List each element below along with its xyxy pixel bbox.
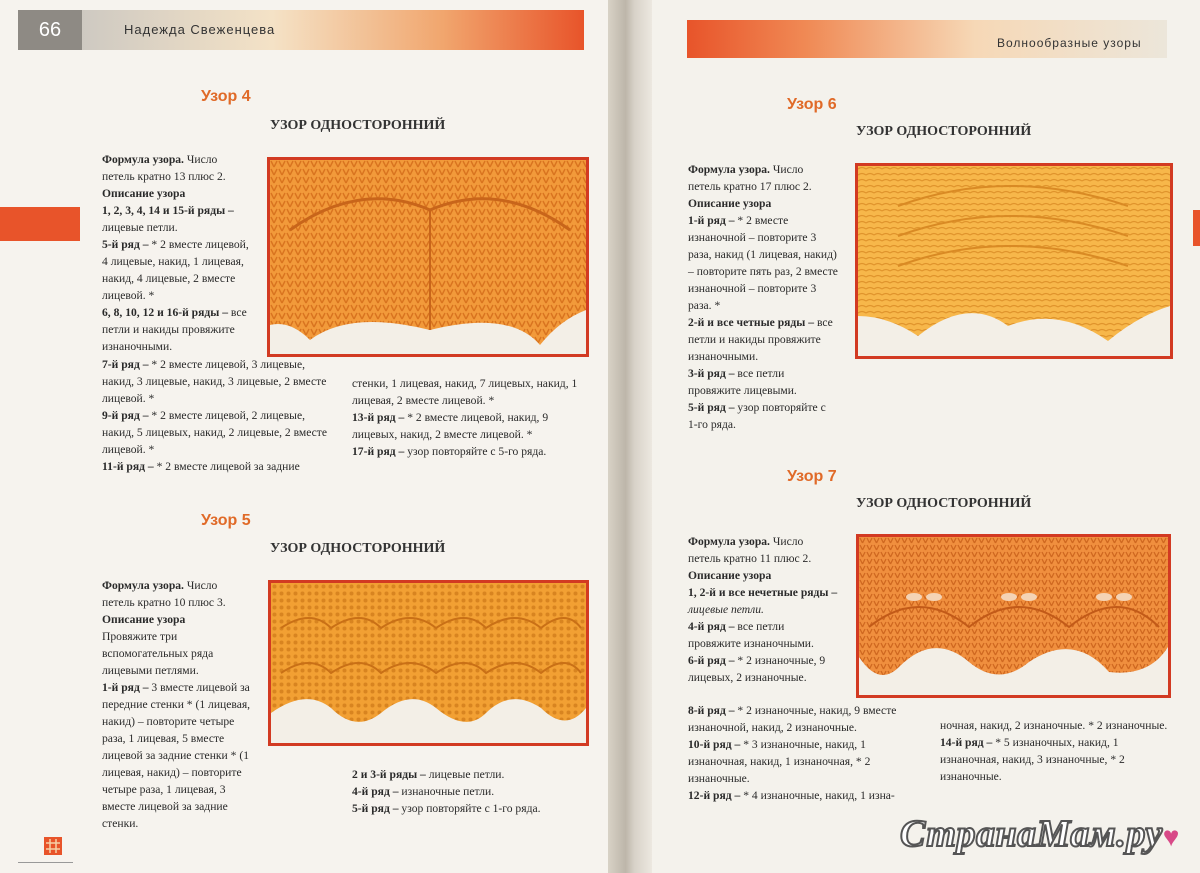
pattern4-r9-label: 9-й ряд – bbox=[102, 409, 149, 422]
pattern7-r14-label: 14-й ряд – bbox=[940, 736, 993, 749]
pattern4-r11: * 2 вместе лицевой за задние bbox=[153, 460, 300, 473]
pattern5-intro: Провяжите три вспомогательных ряда лицевыми петлями. bbox=[102, 630, 214, 677]
pattern4-title: Узор 4 bbox=[201, 88, 251, 105]
pattern7-r4-label: 4-й ряд – bbox=[688, 620, 735, 633]
pattern4-formula: Число петель кратно 13 плюс 2. bbox=[102, 153, 226, 183]
pattern6-r3: все петли провяжите лицевыми. bbox=[688, 367, 797, 397]
pattern5-r5: узор повторяйте с 1-го ряда. bbox=[398, 802, 541, 815]
pattern7-r4: все петли провяжите изнаночными. bbox=[688, 620, 814, 650]
watermark-suffix: .ру bbox=[1116, 813, 1163, 855]
pattern6-r1-label: 1-й ряд – bbox=[688, 214, 735, 227]
pattern6-title: Узор 6 bbox=[787, 96, 837, 113]
pattern5-formula-label: Формула узора. bbox=[102, 579, 184, 592]
pattern5-r1: 3 вместе лицевой за передние стенки * (1 лицевая, накид) – повторите четыре раза, 1 лицевая, 5 вместе лицевой за задние стенки * (1 лицевая, накид) – повторите четыре раза, 1 лицевая, 3 вместе лицевой за задние стенки. bbox=[102, 681, 251, 830]
knit-swatch-image bbox=[859, 537, 1168, 695]
pattern6-subtitle: УЗОР ОДНОСТОРОННИЙ bbox=[856, 124, 1032, 139]
pattern7-r1: лицевые петли. bbox=[688, 603, 764, 616]
pattern5-formula: Число петель кратно 10 плюс 3. bbox=[102, 579, 226, 609]
watermark-text-2: Мам bbox=[1036, 813, 1117, 855]
pattern7-text-a bbox=[688, 533, 838, 686]
pattern6-r3-label: 3-й ряд – bbox=[688, 367, 735, 380]
pattern7-text-c bbox=[940, 717, 1176, 785]
pattern5-text-a bbox=[102, 577, 252, 832]
knit-swatch-image bbox=[270, 160, 586, 354]
pattern4-r11-cont: стенки, 1 лицевая, накид, 7 лицевых, накид, 1 лицевая, 2 вместе лицевой. * bbox=[352, 377, 578, 407]
watermark-text: Страна bbox=[900, 813, 1037, 855]
pattern7-formula-label: Формула узора. bbox=[688, 535, 770, 548]
pattern7-r10: * 3 изнаночные, накид, 1 изнаночная, накид, 1 изнаночная, * 2 изнаночные. bbox=[688, 738, 871, 785]
pattern7-r12: * 4 изнаночные, накид, 1 изна- bbox=[740, 789, 895, 802]
pattern7-r8-label: 8-й ряд – bbox=[688, 704, 735, 717]
pattern4-r13: * 2 вместе лицевой, накид, 9 лицевых, накид, 2 вместе лицевой. * bbox=[352, 411, 549, 441]
author-name: Надежда Свеженцева bbox=[124, 22, 276, 37]
pattern6-desc-label: Описание узора bbox=[688, 197, 772, 210]
pattern5-swatch-photo bbox=[268, 580, 589, 746]
pattern5-r1-label: 1-й ряд – bbox=[102, 681, 149, 694]
pattern5-r2: лицевые петли. bbox=[425, 768, 505, 781]
pattern7-r6: * 2 изнаночные, 9 лицевых, 2 изнаночные. bbox=[688, 654, 826, 684]
pattern7-r8-cont: ночная, накид, 2 изнаночные. * 2 изнаночные. bbox=[940, 719, 1168, 732]
pattern4-text-c bbox=[352, 375, 588, 460]
pattern4-r7: * 2 вместе лицевой, 3 лицевые, накид, 3 лицевые, накид, 3 лицевые, 2 вместе лицевой. * bbox=[102, 358, 327, 405]
pattern5-r4: изнаночные петли. bbox=[398, 785, 495, 798]
pattern4-formula-label: Формула узора. bbox=[102, 153, 184, 166]
pattern6-formula-label: Формула узора. bbox=[688, 163, 770, 176]
pattern7-r12-label: 12-й ряд – bbox=[688, 789, 741, 802]
pattern6-formula: Число петель кратно 17 плюс 2. bbox=[688, 163, 812, 193]
pattern4-r1-label: 1, 2, 3, 4, 14 и 15-й ряды – bbox=[102, 204, 234, 217]
knit-swatch-image bbox=[271, 583, 586, 743]
pattern4-r13-label: 13-й ряд – bbox=[352, 411, 405, 424]
pattern4-text-a bbox=[102, 151, 252, 355]
pattern4-r5: * 2 вместе лицевой, 4 лицевые, накид, 1 лицевая, накид, 4 лицевые, 2 вместе лицевой. * bbox=[102, 238, 249, 302]
pattern6-r5: узор повторяйте с 1-го ряда. bbox=[688, 401, 826, 431]
pattern7-subtitle: УЗОР ОДНОСТОРОННИЙ bbox=[856, 496, 1032, 511]
pattern4-r17: узор повторяйте с 5-го ряда. bbox=[404, 445, 547, 458]
pattern4-text-b bbox=[102, 356, 334, 475]
chapter-title: Волнообразные узоры bbox=[997, 36, 1142, 50]
pattern7-swatch-photo bbox=[856, 534, 1171, 698]
pattern6-swatch-photo bbox=[855, 163, 1173, 359]
pattern4-r6-label: 6, 8, 10, 12 и 16-й ряды – bbox=[102, 306, 229, 319]
pattern5-desc-label: Описание узора bbox=[102, 613, 186, 626]
pattern5-text-b bbox=[352, 766, 588, 817]
pattern7-title: Узор 7 bbox=[787, 468, 837, 485]
pattern4-r17-label: 17-й ряд – bbox=[352, 445, 405, 458]
pattern7-formula: Число петель кратно 11 плюс 2. bbox=[688, 535, 812, 565]
site-watermark bbox=[900, 812, 1180, 856]
pattern6-r1: * 2 вместе изнаночной – повторите 3 раза, накид (1 лицевая, накид) – повторите пять раз, 2 вместе изнаночной – повторите 3 раза. * bbox=[688, 214, 838, 312]
pattern5-subtitle: УЗОР ОДНОСТОРОННИЙ bbox=[270, 541, 446, 556]
pattern7-r1-label: 1, 2-й и все нечетные ряды – bbox=[688, 586, 838, 599]
pattern4-r5-label: 5-й ряд – bbox=[102, 238, 149, 251]
pattern7-desc-label: Описание узора bbox=[688, 569, 772, 582]
pattern5-r2-label: 2 и 3-й ряды – bbox=[352, 768, 426, 781]
pattern4-swatch-photo bbox=[267, 157, 589, 357]
knit-swatch-image bbox=[858, 166, 1170, 356]
pattern5-r4-label: 4-й ряд – bbox=[352, 785, 399, 798]
pattern4-r7-label: 7-й ряд – bbox=[102, 358, 149, 371]
ornament-icon bbox=[44, 837, 62, 855]
pattern4-r11-label: 11-й ряд – bbox=[102, 460, 154, 473]
pattern7-r6-label: 6-й ряд – bbox=[688, 654, 735, 667]
side-tab bbox=[0, 207, 80, 241]
pattern7-text-b bbox=[688, 702, 926, 804]
pattern4-subtitle: УЗОР ОДНОСТОРОННИЙ bbox=[270, 118, 446, 133]
pattern6-r2: все петли и накиды провяжите изнаночными. bbox=[688, 316, 833, 363]
footer-rule bbox=[18, 862, 73, 863]
pattern4-desc-label: Описание узора bbox=[102, 187, 186, 200]
pattern7-r10-label: 10-й ряд – bbox=[688, 738, 741, 751]
pattern6-r5-label: 5-й ряд – bbox=[688, 401, 735, 414]
pattern5-r5-label: 5-й ряд – bbox=[352, 802, 399, 815]
pattern5-title: Узор 5 bbox=[201, 512, 251, 529]
pattern4-r6: все петли и накиды провяжите изнаночными. bbox=[102, 306, 247, 353]
pattern7-r14: * 5 изнаночных, накид, 1 изнаночная, накид, 3 изнаночные, * 2 изнаночные. bbox=[940, 736, 1125, 783]
pattern4-r1: лицевые петли. bbox=[102, 221, 178, 234]
right-page bbox=[652, 0, 1200, 873]
pattern6-text bbox=[688, 161, 838, 433]
pattern4-r9: * 2 вместе лицевой, 2 лицевые, накид, 5 лицевых, накид, 2 лицевые, 2 вместе лицевой. * bbox=[102, 409, 328, 456]
heart-icon: ♥ bbox=[1162, 822, 1180, 853]
side-tab bbox=[1193, 210, 1200, 246]
pattern6-r2-label: 2-й и все четные ряды – bbox=[688, 316, 815, 329]
header-band bbox=[18, 10, 584, 50]
page-number: 66 bbox=[18, 10, 82, 50]
book-spine bbox=[608, 0, 652, 873]
pattern7-r8: * 2 изнаночные, накид, 9 вместе изнаночной, накид, 2 изнаночные. bbox=[688, 704, 897, 734]
